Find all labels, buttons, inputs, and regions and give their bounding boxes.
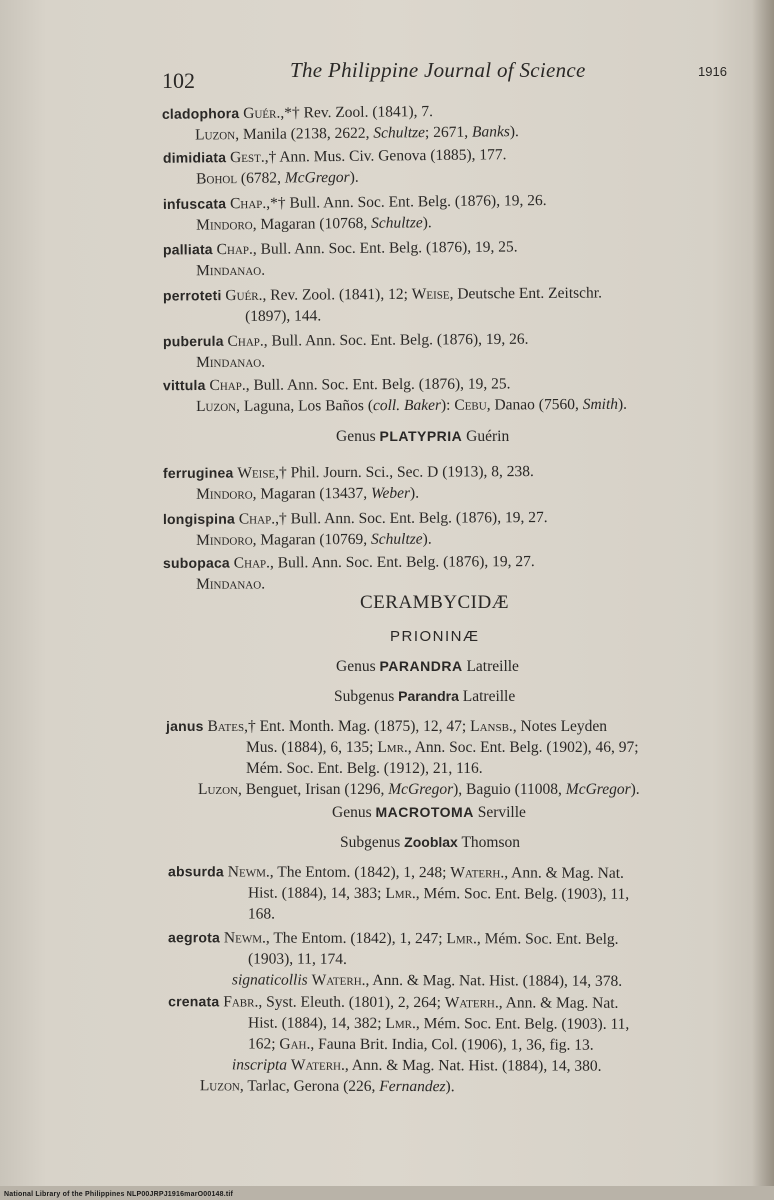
entry-subopaca xyxy=(163,551,535,595)
locality-detail: ). xyxy=(617,395,628,413)
page-edge-shadow xyxy=(752,0,774,1200)
locality-detail: ). xyxy=(630,781,640,798)
scan-footer-text: National Library of the Philippines NLP00JRPJ1916marO00148.tif xyxy=(4,1191,234,1198)
species-name: janus xyxy=(166,718,204,734)
author: Gah. xyxy=(279,1035,311,1053)
reference: Hist. (1884), 14, 383; xyxy=(247,884,386,902)
collector: Schultze xyxy=(370,530,423,548)
author: Chap., xyxy=(227,332,268,350)
species-name: infuscata xyxy=(162,195,227,213)
locality-detail: , Magaran (13437, xyxy=(252,484,372,503)
author: Waterh. xyxy=(444,994,499,1012)
locality-place: Mindoro xyxy=(196,531,253,549)
author: Lmr. xyxy=(377,739,408,756)
author: Gest.,† xyxy=(229,148,277,167)
species-name: crenata xyxy=(168,993,220,1010)
species-name: vittula xyxy=(162,376,206,394)
species-name: dimidiata xyxy=(162,149,227,166)
reference: , Mém. Soc. Ent. Belg. (1903). 11, xyxy=(415,1015,630,1033)
author: Chap., xyxy=(209,376,250,394)
synonym-name: inscripta xyxy=(231,1056,288,1074)
locality-place: Mindanao. xyxy=(196,261,266,280)
heading-author: Serville xyxy=(473,804,526,821)
locality-line xyxy=(162,121,519,146)
synonym-line xyxy=(168,1054,629,1077)
heading-author: Guérin xyxy=(462,428,510,445)
species-name: cladophora xyxy=(161,105,240,122)
collector: Schultze xyxy=(373,124,426,142)
locality-detail: , Magaran (10768, xyxy=(252,214,372,234)
collector: Banks xyxy=(471,123,510,141)
locality-place: Bohol xyxy=(196,170,238,188)
locality-detail: ). xyxy=(445,1078,455,1096)
reference: The Entom. (1842), 1, 247; xyxy=(269,929,447,948)
author: Newm., xyxy=(227,863,274,881)
reference: , Mém. Soc. Ent. Belg. xyxy=(476,930,619,948)
locality-detail: , Danao (7560, xyxy=(486,396,583,414)
locality-place: Luzon xyxy=(199,1077,240,1095)
locality-place: Luzon xyxy=(198,781,239,798)
subgenus-heading-parandra xyxy=(334,688,515,706)
locality-detail: , Laguna, Los Baños ( xyxy=(236,397,374,415)
subgenus-name: Zooblax xyxy=(404,834,458,850)
author: Lmr. xyxy=(385,1014,416,1033)
reference-continuation xyxy=(168,1012,629,1035)
author: Guér.,*† xyxy=(243,104,300,123)
reference-continuation xyxy=(168,1033,629,1056)
author: Guér., xyxy=(225,286,267,305)
scan-footer-strip xyxy=(0,1186,774,1200)
author: Weise,† xyxy=(237,464,287,482)
locality-detail: , Tarlac, Gerona (226, xyxy=(239,1077,380,1095)
locality-place: Mindanao. xyxy=(196,575,266,593)
reference: , Deutsche Ent. Zeitschr. xyxy=(449,284,603,303)
heading-author: Latreille xyxy=(458,688,516,705)
collector: McGregor xyxy=(565,781,631,798)
collector: McGregor xyxy=(284,168,350,187)
species-name: palliata xyxy=(162,241,213,258)
species-name: longispina xyxy=(162,510,235,528)
locality-line xyxy=(166,779,640,800)
heading-label: Subgenus xyxy=(334,688,399,705)
author: Waterh. xyxy=(311,971,366,989)
reference: The Entom. (1842), 1, 248; xyxy=(273,863,451,882)
heading-author: Latreille xyxy=(462,658,519,675)
locality-detail: , Benguet, Irisan (1296, xyxy=(238,781,389,798)
journal-year: 1916 xyxy=(698,64,727,79)
reference-continuation: 168. xyxy=(247,905,276,923)
locality-place: Luzon xyxy=(195,126,236,144)
locality-place: Mindoro xyxy=(196,485,253,503)
reference: Ent. Month. Mag. (1875), 12, 47; xyxy=(255,718,471,735)
reference: Bull. Ann. Soc. Ent. Belg. (1876), 19, 25. xyxy=(249,375,511,394)
locality-line xyxy=(163,211,547,236)
genus-heading-parandra xyxy=(336,658,519,676)
author: Chap., xyxy=(233,554,274,572)
heading-label: Subgenus xyxy=(340,834,405,851)
genus-name: MACROTOMA xyxy=(375,804,474,820)
reference: Phil. Journ. Sci., Sec. D (1913), 8, 238. xyxy=(286,463,534,482)
subgenus-name: Parandra xyxy=(398,688,459,704)
reference: , Ann. & Mag. Nat. Hist. (1884), 14, 380. xyxy=(344,1056,602,1075)
reference: Bull. Ann. Soc. Ent. Belg. (1876), 19, 26. xyxy=(285,191,547,212)
locality-detail: ). xyxy=(422,530,432,548)
reference: Syst. Eleuth. (1801), 2, 264; xyxy=(262,993,445,1012)
locality-detail: ). xyxy=(409,484,420,502)
entry-longispina xyxy=(163,507,548,551)
author: Chap.,† xyxy=(238,510,287,528)
locality-detail: ). xyxy=(509,123,519,141)
entry-absurda xyxy=(168,861,629,926)
heading-label: Genus xyxy=(336,428,380,445)
author: Weise xyxy=(411,285,450,303)
locality-place: Luzon xyxy=(196,397,237,416)
locality-place: Mindoro xyxy=(196,216,253,234)
entry-ferruginea xyxy=(163,461,534,505)
reference: 162; xyxy=(247,1035,280,1053)
entry-infuscata xyxy=(163,190,547,236)
author: Chap.,*† xyxy=(229,194,286,213)
author: Waterh. xyxy=(290,1056,345,1074)
heading-label: Genus xyxy=(336,658,380,675)
entry-vittula xyxy=(163,373,627,417)
subfamily-heading: PRIONINÆ xyxy=(390,628,480,645)
reference: Bull. Ann. Soc. Ent. Belg. (1876), 19, 27. xyxy=(273,553,535,572)
synonym-name: signaticollis xyxy=(231,971,308,989)
collector: Schultze xyxy=(370,214,423,232)
genus-name: PARANDRA xyxy=(379,658,463,674)
journal-title: The Philippine Journal of Science xyxy=(290,58,586,82)
locality-line xyxy=(163,165,507,190)
locality-place: Mindanao. xyxy=(196,353,266,372)
heading-label: Genus xyxy=(332,804,376,821)
collector: McGregor xyxy=(388,781,454,798)
species-name: perroteti xyxy=(162,287,222,304)
collector: Smith xyxy=(582,395,619,414)
reference: , Notes Leyden xyxy=(512,718,608,735)
author: Waterh. xyxy=(450,864,505,882)
reference-continuation xyxy=(168,882,629,905)
entry-janus xyxy=(166,716,640,800)
genus-heading-platypria xyxy=(336,428,509,446)
author: Lansb. xyxy=(470,718,513,735)
entry-perroteti xyxy=(163,282,602,327)
author: Fabr., xyxy=(223,993,263,1011)
species-name: absurda xyxy=(168,863,224,880)
author: Bates,† xyxy=(207,718,256,735)
reference: Rev. Zool. (1841), 12; xyxy=(266,285,412,304)
page-number: 102 xyxy=(162,68,195,93)
locality-detail: (6782, xyxy=(236,169,285,188)
reference: Rev. Zool. (1841), 7. xyxy=(299,103,434,122)
reference: , Mém. Soc. Ent. Belg. (1903), 11, xyxy=(415,885,630,903)
locality-detail: , Magaran (10769, xyxy=(252,530,372,549)
reference: , Ann. & Mag. Nat. Hist. (1884), 14, 378. xyxy=(365,971,623,990)
locality-line xyxy=(163,528,548,551)
author: Lmr. xyxy=(385,884,416,903)
locality-detail: ). xyxy=(422,214,432,232)
author: Chap., xyxy=(216,240,257,259)
entry-crenata xyxy=(168,991,630,1098)
entry-dimidiata xyxy=(163,144,507,190)
reference-continuation: (1903), 11, 174. xyxy=(247,950,347,968)
entry-aegrota xyxy=(168,927,622,992)
reference: Bull. Ann. Soc. Ent. Belg. (1876), 19, 26. xyxy=(267,330,529,350)
locality-detail: ). xyxy=(349,168,359,186)
reference: , Fauna Brit. India, Col. (1906), 1, 36, fig. 13. xyxy=(310,1035,594,1054)
author: Lmr. xyxy=(446,930,477,948)
heading-author: Thomson xyxy=(457,834,520,851)
species-name: ferruginea xyxy=(162,464,234,481)
synonym-line xyxy=(168,969,622,992)
genus-name: PLATYPRIA xyxy=(379,428,463,444)
species-name: aegrota xyxy=(168,929,221,946)
locality-detail: ): xyxy=(440,396,455,414)
collector: Weber xyxy=(370,484,411,502)
locality-detail: ; 2671, xyxy=(424,123,473,142)
entry-puberula xyxy=(163,329,529,374)
reference: , Ann. & Mag. Nat. xyxy=(498,994,619,1012)
author: Newm., xyxy=(223,929,270,947)
locality-line xyxy=(168,1075,629,1098)
entry-palliata xyxy=(163,236,518,281)
reference: Ann. Mus. Civ. Genova (1885), 177. xyxy=(276,146,507,166)
reference: , Ann. & Mag. Nat. xyxy=(504,864,624,882)
reference: Mus. (1884), 6, 135; xyxy=(246,739,378,756)
collector: Fernandez xyxy=(379,1077,446,1096)
locality-detail: ), Baguio (11008, xyxy=(453,781,566,798)
subgenus-heading-zooblax xyxy=(340,834,520,852)
species-name: subopaca xyxy=(162,554,230,571)
locality-line xyxy=(163,482,534,505)
locality-detail: , Manila (2138, 2622, xyxy=(235,124,374,144)
reference: Bull. Ann. Soc. Ent. Belg. (1876), 19, 27. xyxy=(286,508,548,528)
family-heading: CERAMBYCIDÆ xyxy=(360,592,510,613)
locality-place: Cebu xyxy=(454,396,487,414)
species-name: puberula xyxy=(162,332,224,350)
genus-heading-macrotoma xyxy=(332,804,526,822)
reference-continuation: Mém. Soc. Ent. Belg. (1912), 21, 116. xyxy=(246,760,483,777)
entry-cladophora xyxy=(162,100,519,146)
reference: , Ann. Soc. Ent. Belg. (1902), 46, 97; xyxy=(407,739,639,756)
locality-line xyxy=(163,394,627,417)
reference: Hist. (1884), 14, 382; xyxy=(248,1014,386,1032)
reference-continuation: (1897), 144. xyxy=(245,307,322,325)
collector: coll. Baker xyxy=(372,396,442,415)
reference-continuation xyxy=(166,737,640,758)
reference: Bull. Ann. Soc. Ent. Belg. (1876), 19, 25. xyxy=(256,238,518,258)
